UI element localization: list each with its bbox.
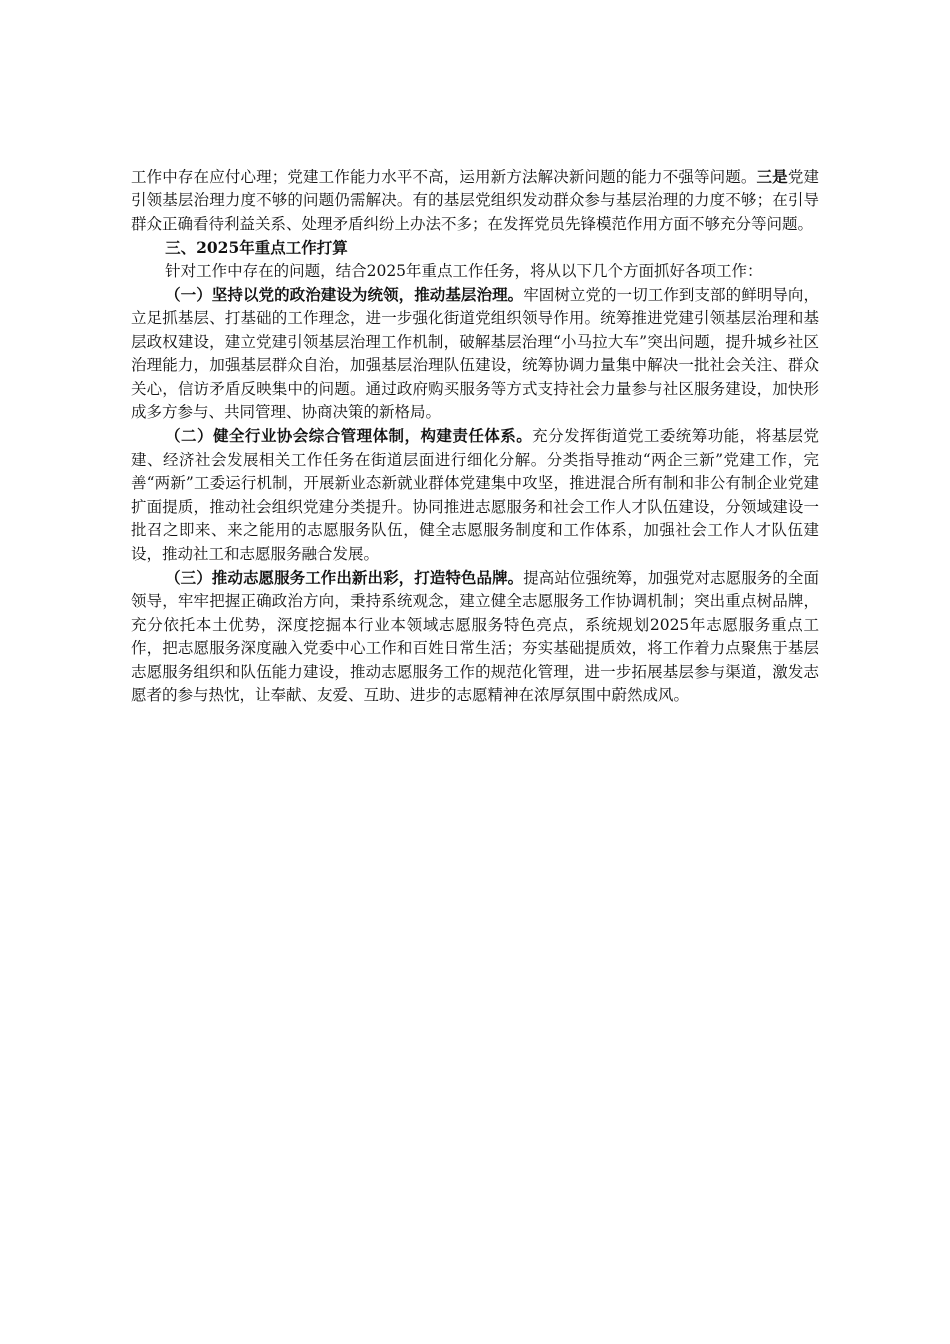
document-page (131, 165, 819, 707)
intro-paragraph-text: 工作中存在应付心理；党建工作能力水平不高，运用新方法解决新问题的能力不强等问题。 (131, 168, 757, 186)
intro-paragraph-lead: 三是 (756, 167, 788, 186)
intro-paragraph (131, 165, 819, 236)
intro-paragraph-text-continued: 党建引领基层治理力度不够的问题仍需解决。有的基层党组织发动群众参与基层治理的力度不够；在引导群众正确看待利益关系、处理矛盾纠纷上办法不多；在发挥党员先锋模范作用方面不够充分等问题。 (131, 168, 819, 233)
work-item-2-body: 充分发挥街道党工委统筹功能，将基层党建、经济社会发展相关工作任务在街道层面进行细化分解。分类指导推动“两企三新”党建工作，完善“两新”工委运行机制，开展新业态新就业群体党建集中攻坚，推进混合所有制和非公有制企业党建扩面提质，推动社会组织党建分类提升。协同推进志愿服务和社会工作人才队伍建设，分领域建设一批召之即来、来之能用的志愿服务队伍，健全志愿服务制度和工作体系，加强社会工作人才队伍建设，推动社工和志愿服务融合发展。 (131, 427, 819, 563)
work-item-2 (131, 424, 819, 565)
work-item-1-lead: （一）坚持以党的政治建设为统领，推动基层治理。 (165, 285, 524, 305)
work-item-3 (131, 566, 819, 707)
work-item-1-body: 牢固树立党的一切工作到支部的鲜明导向，立足抓基层、打基础的工作理念，进一步强化街道党组织领导作用。统筹推进党建引领基层治理和基层政权建设，建立党建引领基层治理工作机制，破解基层治理“小马拉大车”突出问题，提升城乡社区治理能力，加强基层群众自治，加强基层治理队伍建设，统筹协调力量集中解决一批社会关注、群众关心，信访矛盾反映集中的问题。通过政府购买服务等方式支持社会力量参与社区服务建设，加快形成多方参与、共同管理、协商决策的新格局。 (131, 286, 819, 422)
work-item-3-lead: （三）推动志愿服务工作出新出彩，打造特色品牌。 (165, 567, 524, 587)
work-item-1 (131, 283, 819, 424)
section-heading: 三、2025年重点工作打算 (165, 238, 348, 258)
section-intro: 针对工作中存在的问题，结合2025年重点工作任务，将从以下几个方面抓好各项工作： (165, 261, 763, 280)
work-item-3-body: 提高站位强统筹，加强党对志愿服务的全面领导，牢牢把握正确政治方向，秉持系统观念，建立健全志愿服务工作协调机制；突出重点树品牌，充分依托本土优势，深度挖掘本行业本领域志愿服务特色亮点，系统规划2025年志愿服务重点工作，把志愿服务深度融入党委中心工作和百姓日常生活；夯实基础提质效，将工作着力点聚焦于基层志愿服务组织和队伍能力建设，推动志愿服务工作的规范化管理，进一步拓展基层参与渠道，激发志愿者的参与热忱，让奉献、友爱、互助、进步的志愿精神在浓厚氛围中蔚然成风。 (131, 568, 819, 704)
work-item-2-lead: （二）健全行业协会综合管理体制，构建责任体系。 (165, 426, 533, 446)
